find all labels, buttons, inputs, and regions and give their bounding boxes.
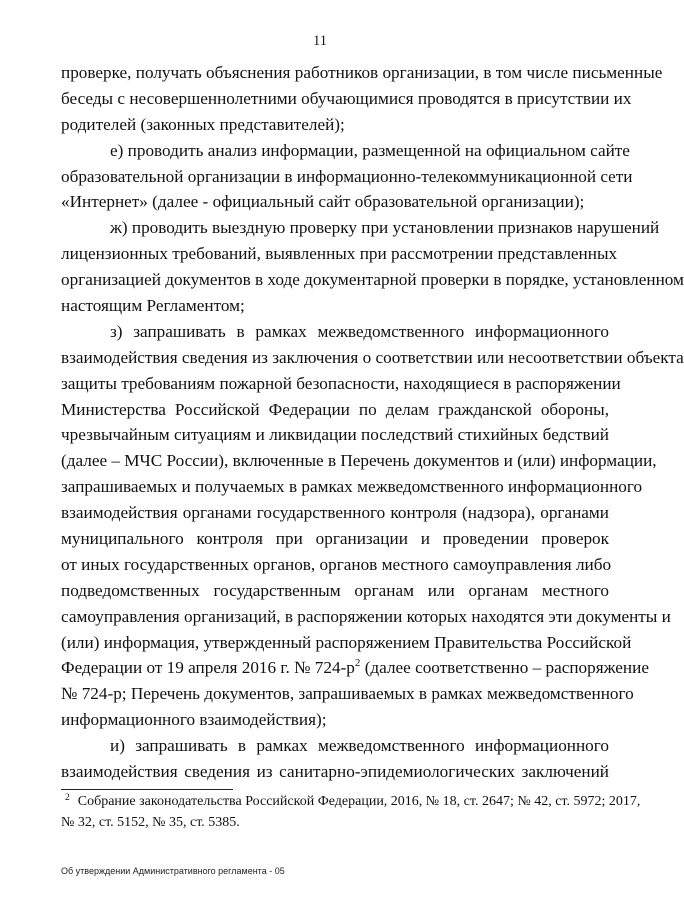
page-number: 11: [313, 33, 327, 49]
text-segment: (далее соответственно – распоряжение: [360, 658, 649, 678]
text-line: беседы с несовершеннолетними обучающимися проводятся в присутствии их: [61, 88, 632, 108]
page-footer: Об утверждении Административного регламента - 05: [61, 866, 285, 876]
text-segment: Федерации от 19 апреля 2016 г. № 724-р: [61, 658, 355, 678]
text-line: (или) информация, утвержденный распоряжением Правительства Российской: [61, 632, 632, 652]
text-line: родителей (законных представителей);: [61, 114, 345, 134]
text-line: информационного взаимодействия);: [61, 710, 327, 730]
footnote-line: № 32, ст. 5152, № 35, ст. 5385.: [61, 815, 240, 830]
footnote-reference[interactable]: 2: [354, 657, 361, 670]
text-line: самоуправления организаций, в распоряжении которых находятся эти документы и: [61, 606, 671, 626]
text-line: настоящим Регламентом;: [61, 296, 245, 316]
text-line-with-footnote-ref: [61, 655, 649, 681]
text-line: Министерства Российской Федерации по делам гражданской обороны,: [61, 399, 609, 419]
text-line: взаимодействия сведения из заключения о соответствии или несоответствии объекта: [61, 347, 684, 367]
footnote-marker: 2: [65, 793, 70, 803]
text-line: образовательной организации в информационно-телекоммуникационной сети: [61, 166, 633, 186]
text-line: лицензионных требований, выявленных при рассмотрении представленных: [61, 244, 618, 264]
text-line: е) проводить анализ информации, размещенной на официальном сайте: [110, 140, 630, 160]
footnote-line: [61, 791, 641, 812]
text-line: взаимодействия органами государственного контроля (надзора), органами: [61, 503, 609, 523]
text-line: взаимодействия сведения из санитарно-эпидемиологических заключений: [61, 762, 609, 782]
footnote: [61, 791, 641, 833]
footnote-separator: [61, 789, 233, 790]
text-line: (далее – МЧС России), включенные в Перечень документов и (или) информации,: [61, 451, 657, 471]
body-text: [61, 60, 684, 785]
text-line: № 724-р; Перечень документов, запрашиваемых в рамках межведомственного: [61, 684, 634, 704]
text-line: муниципального контроля при организации и проведении проверок: [61, 529, 609, 549]
text-line: от иных государственных органов, органов местного самоуправления либо: [61, 554, 612, 574]
text-line: ж) проводить выездную проверку при установлении признаков нарушений: [110, 218, 660, 238]
text-line: защиты требованиям пожарной безопасности, находящиеся в распоряжении: [61, 373, 621, 393]
footnote-text: Собрание законодательства Российской Федерации, 2016, № 18, ст. 2647; № 42, ст. 5972; 2017,: [77, 794, 641, 809]
text-line: «Интернет» (далее - официальный сайт образовательной организации);: [61, 192, 585, 212]
text-line: организацией документов в ходе документарной проверки в порядке, установленном: [61, 270, 684, 290]
text-line: и) запрашивать в рамках межведомственного информационного: [110, 736, 609, 756]
text-line: проверке, получать объяснения работников организации, в том числе письменные: [61, 63, 663, 82]
text-line: подведомственных государственным органам или органам местного: [61, 580, 609, 600]
text-line: з) запрашивать в рамках межведомственного информационного: [110, 321, 609, 341]
text-line: чрезвычайным ситуациям и ликвидации последствий стихийных бедствий: [61, 425, 609, 445]
text-line: запрашиваемых и получаемых в рамках межведомственного информационного: [61, 477, 643, 497]
